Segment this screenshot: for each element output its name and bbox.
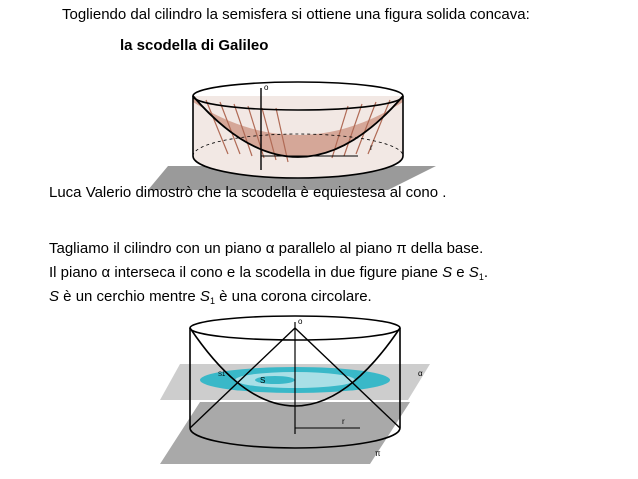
para-line-2: Il piano α interseca il cono e la scodella in due figure piane S e $S_1$. — [49, 264, 488, 282]
statement-valerio: Luca Valerio dimostrò che la scodella è equiestesa al cono . — [49, 184, 447, 201]
label-o: o — [264, 83, 269, 92]
title-scodella: la scodella di Galileo — [120, 37, 269, 54]
label-o: o — [298, 317, 303, 326]
label-s: S — [260, 376, 266, 385]
label-pi: π — [375, 449, 381, 458]
label-r: r — [370, 143, 373, 152]
label-alpha: α — [418, 369, 423, 378]
plane-pi — [160, 402, 410, 464]
figure-scodella — [148, 78, 448, 193]
label-r: r — [342, 417, 345, 426]
para-line-3: S è un cerchio mentre $S_1$ è una corona circolare. — [49, 288, 372, 306]
figure-sezione — [160, 314, 450, 474]
para-line-1: Tagliamo il cilindro con un piano α parallelo al piano π della base. — [49, 240, 484, 257]
intro-line-1: Togliendo dal cilindro la semisfera si ottiene una figura solida concava: — [62, 6, 530, 23]
label-s1: S1 — [218, 372, 226, 378]
